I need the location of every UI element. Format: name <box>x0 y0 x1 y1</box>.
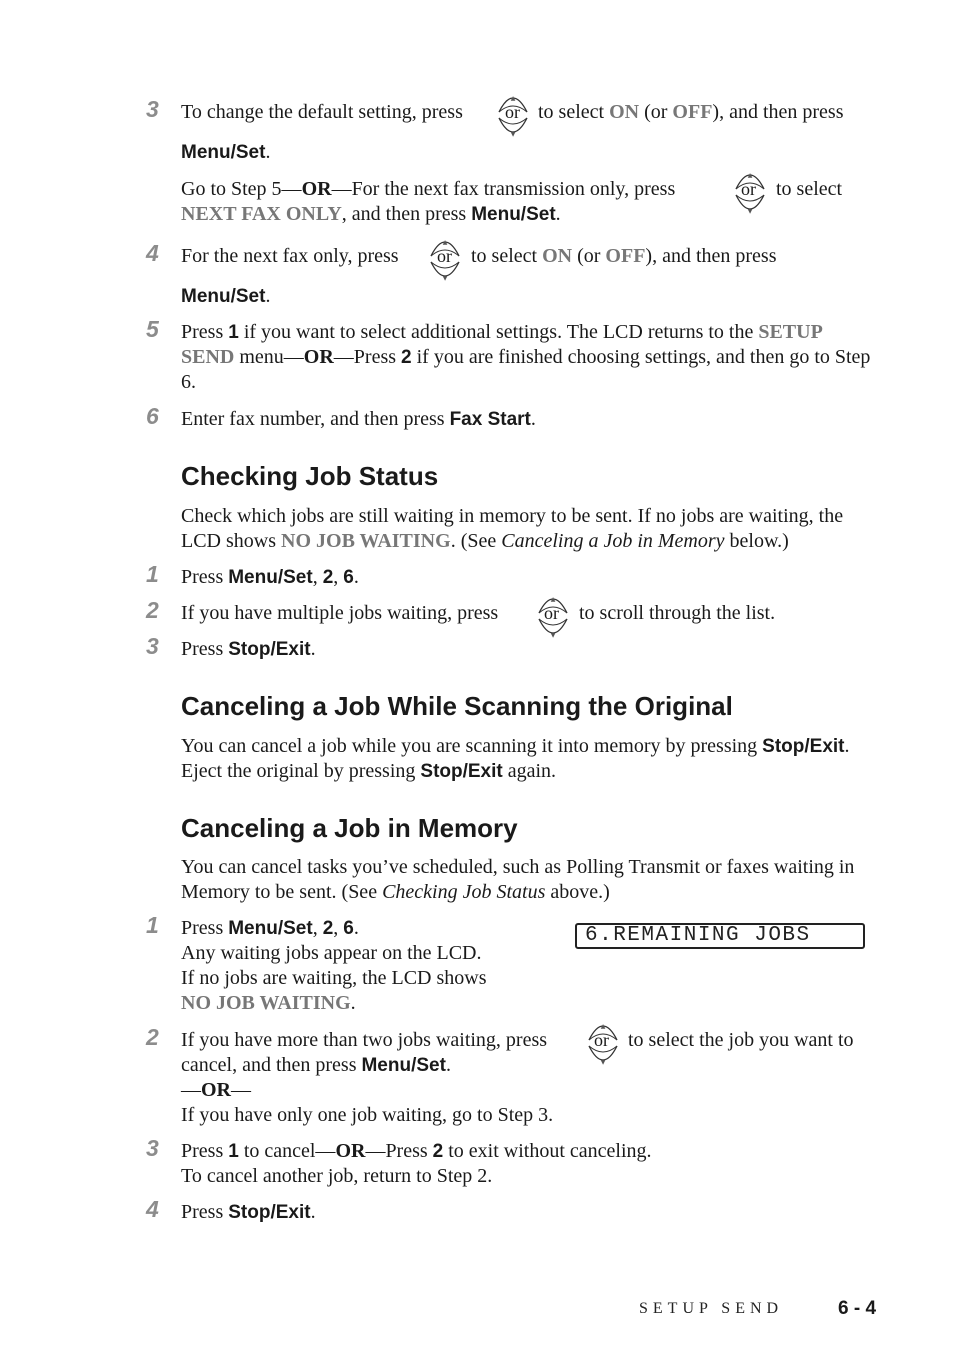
step-4-key-line <box>181 284 270 309</box>
cancel-mem-step-3 <box>181 1139 652 1164</box>
text: to cancel— <box>243 1140 336 1162</box>
text: Press <box>181 917 224 939</box>
step-number: 1 <box>146 561 159 587</box>
text: . Eject the original by pressing <box>181 735 850 782</box>
text: To change the default setting, press <box>181 101 463 123</box>
cross-reference: Canceling a Job in Memory <box>501 530 725 552</box>
text: again. <box>507 760 557 782</box>
cancel-mem-step-3-line2: To cancel another job, return to Step 2. <box>181 1165 493 1187</box>
menu-set-key: Menu/Set <box>228 918 313 939</box>
text: , <box>312 566 318 588</box>
lcd-setup-send: SETUP SEND <box>181 321 822 368</box>
cancel-mem-step-2 <box>181 1028 547 1053</box>
text: . <box>265 285 271 307</box>
menu-set-key: Menu/Set <box>471 204 556 225</box>
text: You can cancel a job while you are scanning it into memory by pressing <box>181 735 758 757</box>
step-6-text <box>181 407 536 432</box>
cancel-mem-step-2-or <box>181 1078 251 1103</box>
text: if you want to select additional settings. The LCD returns to the <box>243 321 754 343</box>
checking-step-3 <box>181 637 316 662</box>
text: . <box>350 992 356 1014</box>
cancel-mem-step-2-line2 <box>181 1053 451 1078</box>
text: — <box>181 1079 201 1101</box>
cross-reference: Checking Job Status <box>382 881 546 903</box>
nav-key-icon <box>428 234 462 284</box>
text: ), and then press <box>645 245 777 267</box>
text: , <box>333 566 339 588</box>
text: cancel, and then press <box>181 1054 357 1076</box>
or-word: OR <box>335 1140 366 1162</box>
nav-key-label: or <box>505 102 520 122</box>
nav-key-label: or <box>437 246 452 266</box>
text: (or <box>577 245 601 267</box>
key-1: 1 <box>228 322 239 343</box>
lcd-option-off: OFF <box>605 245 646 267</box>
cancel-mem-step-1-line4 <box>181 991 356 1016</box>
cancel-scan-text <box>181 734 871 784</box>
step-number: 2 <box>146 597 159 623</box>
lcd-display: 6.REMAINING JOBS <box>575 923 865 949</box>
step-number: 4 <box>146 1196 159 1222</box>
step-3-or-line1 <box>181 177 675 202</box>
or-word: OR <box>303 346 334 368</box>
menu-set-key: Menu/Set <box>181 142 266 163</box>
or-word: OR <box>201 1079 231 1101</box>
section-heading-cancel-in-memory: Canceling a Job in Memory <box>181 813 518 843</box>
step-4-text-cont <box>471 244 777 269</box>
text: —For the next fax transmission only, press <box>331 178 676 200</box>
text: , <box>312 917 318 939</box>
stop-exit-key: Stop/Exit <box>420 761 503 782</box>
checking-intro <box>181 504 881 554</box>
checking-step-2-cont <box>579 601 775 626</box>
step-3-text <box>181 100 463 125</box>
lcd-option-on: ON <box>609 101 640 123</box>
step-3-key-line <box>181 140 270 165</box>
key-2: 2 <box>401 347 412 368</box>
text: Go to Step 5— <box>181 178 302 200</box>
text: . <box>445 1054 451 1076</box>
text: Enter fax number, and then press <box>181 408 445 430</box>
text: Press <box>181 1201 224 1223</box>
text: to scroll through the list. <box>579 602 776 624</box>
step-3-or-line1-cont <box>776 177 842 202</box>
nav-key-label: or <box>741 179 756 199</box>
text: , <box>333 917 339 939</box>
step-3-text-cont <box>538 100 844 125</box>
stop-exit-key: Stop/Exit <box>762 736 845 757</box>
key-2: 2 <box>322 567 334 588</box>
lcd-option-on: ON <box>542 245 573 267</box>
cancel-mem-step-4 <box>181 1200 316 1225</box>
step-number: 3 <box>146 633 159 659</box>
key-2: 2 <box>322 918 334 939</box>
text: above.) <box>550 881 610 903</box>
step-number: 3 <box>146 1135 159 1161</box>
text: . <box>310 638 316 660</box>
text: menu— <box>239 346 304 368</box>
lcd-no-job-waiting: NO JOB WAITING <box>281 530 451 552</box>
text: ), and then press <box>712 101 844 123</box>
text: . (See <box>450 530 497 552</box>
nav-key-label: or <box>594 1030 609 1050</box>
cancel-mem-step-1 <box>181 916 359 941</box>
text: Press <box>181 1140 224 1162</box>
cancel-mem-step-2-alt: If you have only one job waiting, go to Step 3. <box>181 1104 554 1126</box>
key-2: 2 <box>432 1141 444 1162</box>
stop-exit-key: Stop/Exit <box>228 639 311 660</box>
text: If you have more than two jobs waiting, press <box>181 1029 548 1051</box>
footer-page-number: 6 - 4 <box>838 1298 877 1319</box>
text: For the next fax only, press <box>181 245 399 267</box>
text: to exit without canceling. <box>448 1140 652 1162</box>
key-6: 6 <box>343 567 354 588</box>
text: , and then press <box>341 203 467 225</box>
step-number: 2 <box>146 1024 159 1050</box>
menu-set-key: Menu/Set <box>181 286 266 307</box>
text: . <box>353 917 359 939</box>
step-number: 4 <box>146 240 159 266</box>
text: If you have multiple jobs waiting, press <box>181 602 499 624</box>
text: (or <box>644 101 668 123</box>
or-word: OR <box>301 178 332 200</box>
key-6: 6 <box>343 918 354 939</box>
nav-key-icon <box>496 90 530 140</box>
text: if you are finished choosing settings, and then go to Step 6. <box>181 346 871 393</box>
step-5-text <box>181 320 873 395</box>
lcd-option-next-fax-only: NEXT FAX ONLY <box>181 203 342 225</box>
text: —Press <box>365 1140 428 1162</box>
text: below.) <box>729 530 789 552</box>
step-number: 1 <box>146 912 159 938</box>
key-1: 1 <box>228 1141 239 1162</box>
checking-step-1 <box>181 565 359 590</box>
nav-key-label: or <box>544 603 559 623</box>
text: Press <box>181 566 224 588</box>
text: Press <box>181 321 224 343</box>
stop-exit-key: Stop/Exit <box>228 1202 311 1223</box>
cancel-mem-intro <box>181 855 861 905</box>
cancel-mem-step-2-cont <box>628 1028 854 1053</box>
text: Check which jobs are still waiting in memory to be sent. If no jobs are waiting, the LCD shows <box>181 505 844 552</box>
nav-key-icon <box>536 591 570 641</box>
text: to select <box>471 245 538 267</box>
checking-step-2 <box>181 601 498 626</box>
step-3-or-line2 <box>181 202 561 227</box>
step-number: 3 <box>146 96 159 122</box>
section-heading-checking-job-status: Checking Job Status <box>181 461 439 491</box>
text: . <box>310 1201 316 1223</box>
menu-set-key: Menu/Set <box>228 567 313 588</box>
text: . <box>555 203 561 225</box>
cancel-mem-step-1-line2: Any waiting jobs appear on the LCD. <box>181 942 482 964</box>
step-number: 5 <box>146 316 159 342</box>
text: to select <box>538 101 605 123</box>
text: to select the job you want to <box>628 1029 854 1051</box>
text: to select <box>776 178 843 200</box>
menu-set-key: Menu/Set <box>361 1055 446 1076</box>
text: — <box>231 1079 251 1101</box>
text: Press <box>181 638 224 660</box>
lcd-option-off: OFF <box>672 101 713 123</box>
text: . <box>265 141 271 163</box>
step-4-text <box>181 244 399 269</box>
lcd-no-job-waiting: NO JOB WAITING <box>181 992 351 1014</box>
cancel-mem-step-1-line3: If no jobs are waiting, the LCD shows <box>181 967 487 989</box>
nav-key-icon <box>586 1018 620 1068</box>
fax-start-key: Fax Start <box>449 409 531 430</box>
step-number: 6 <box>146 403 159 429</box>
section-heading-cancel-while-scanning: Canceling a Job While Scanning the Original <box>181 691 733 721</box>
nav-key-icon <box>733 167 767 217</box>
text: . <box>530 408 536 430</box>
text: —Press <box>333 346 397 368</box>
text: You can cancel tasks you’ve scheduled, such as Polling Transmit or faxes waiting in Memory to be sent. (See <box>181 856 855 903</box>
footer-section-label: SETUP SEND <box>639 1300 784 1317</box>
text: . <box>353 566 359 588</box>
